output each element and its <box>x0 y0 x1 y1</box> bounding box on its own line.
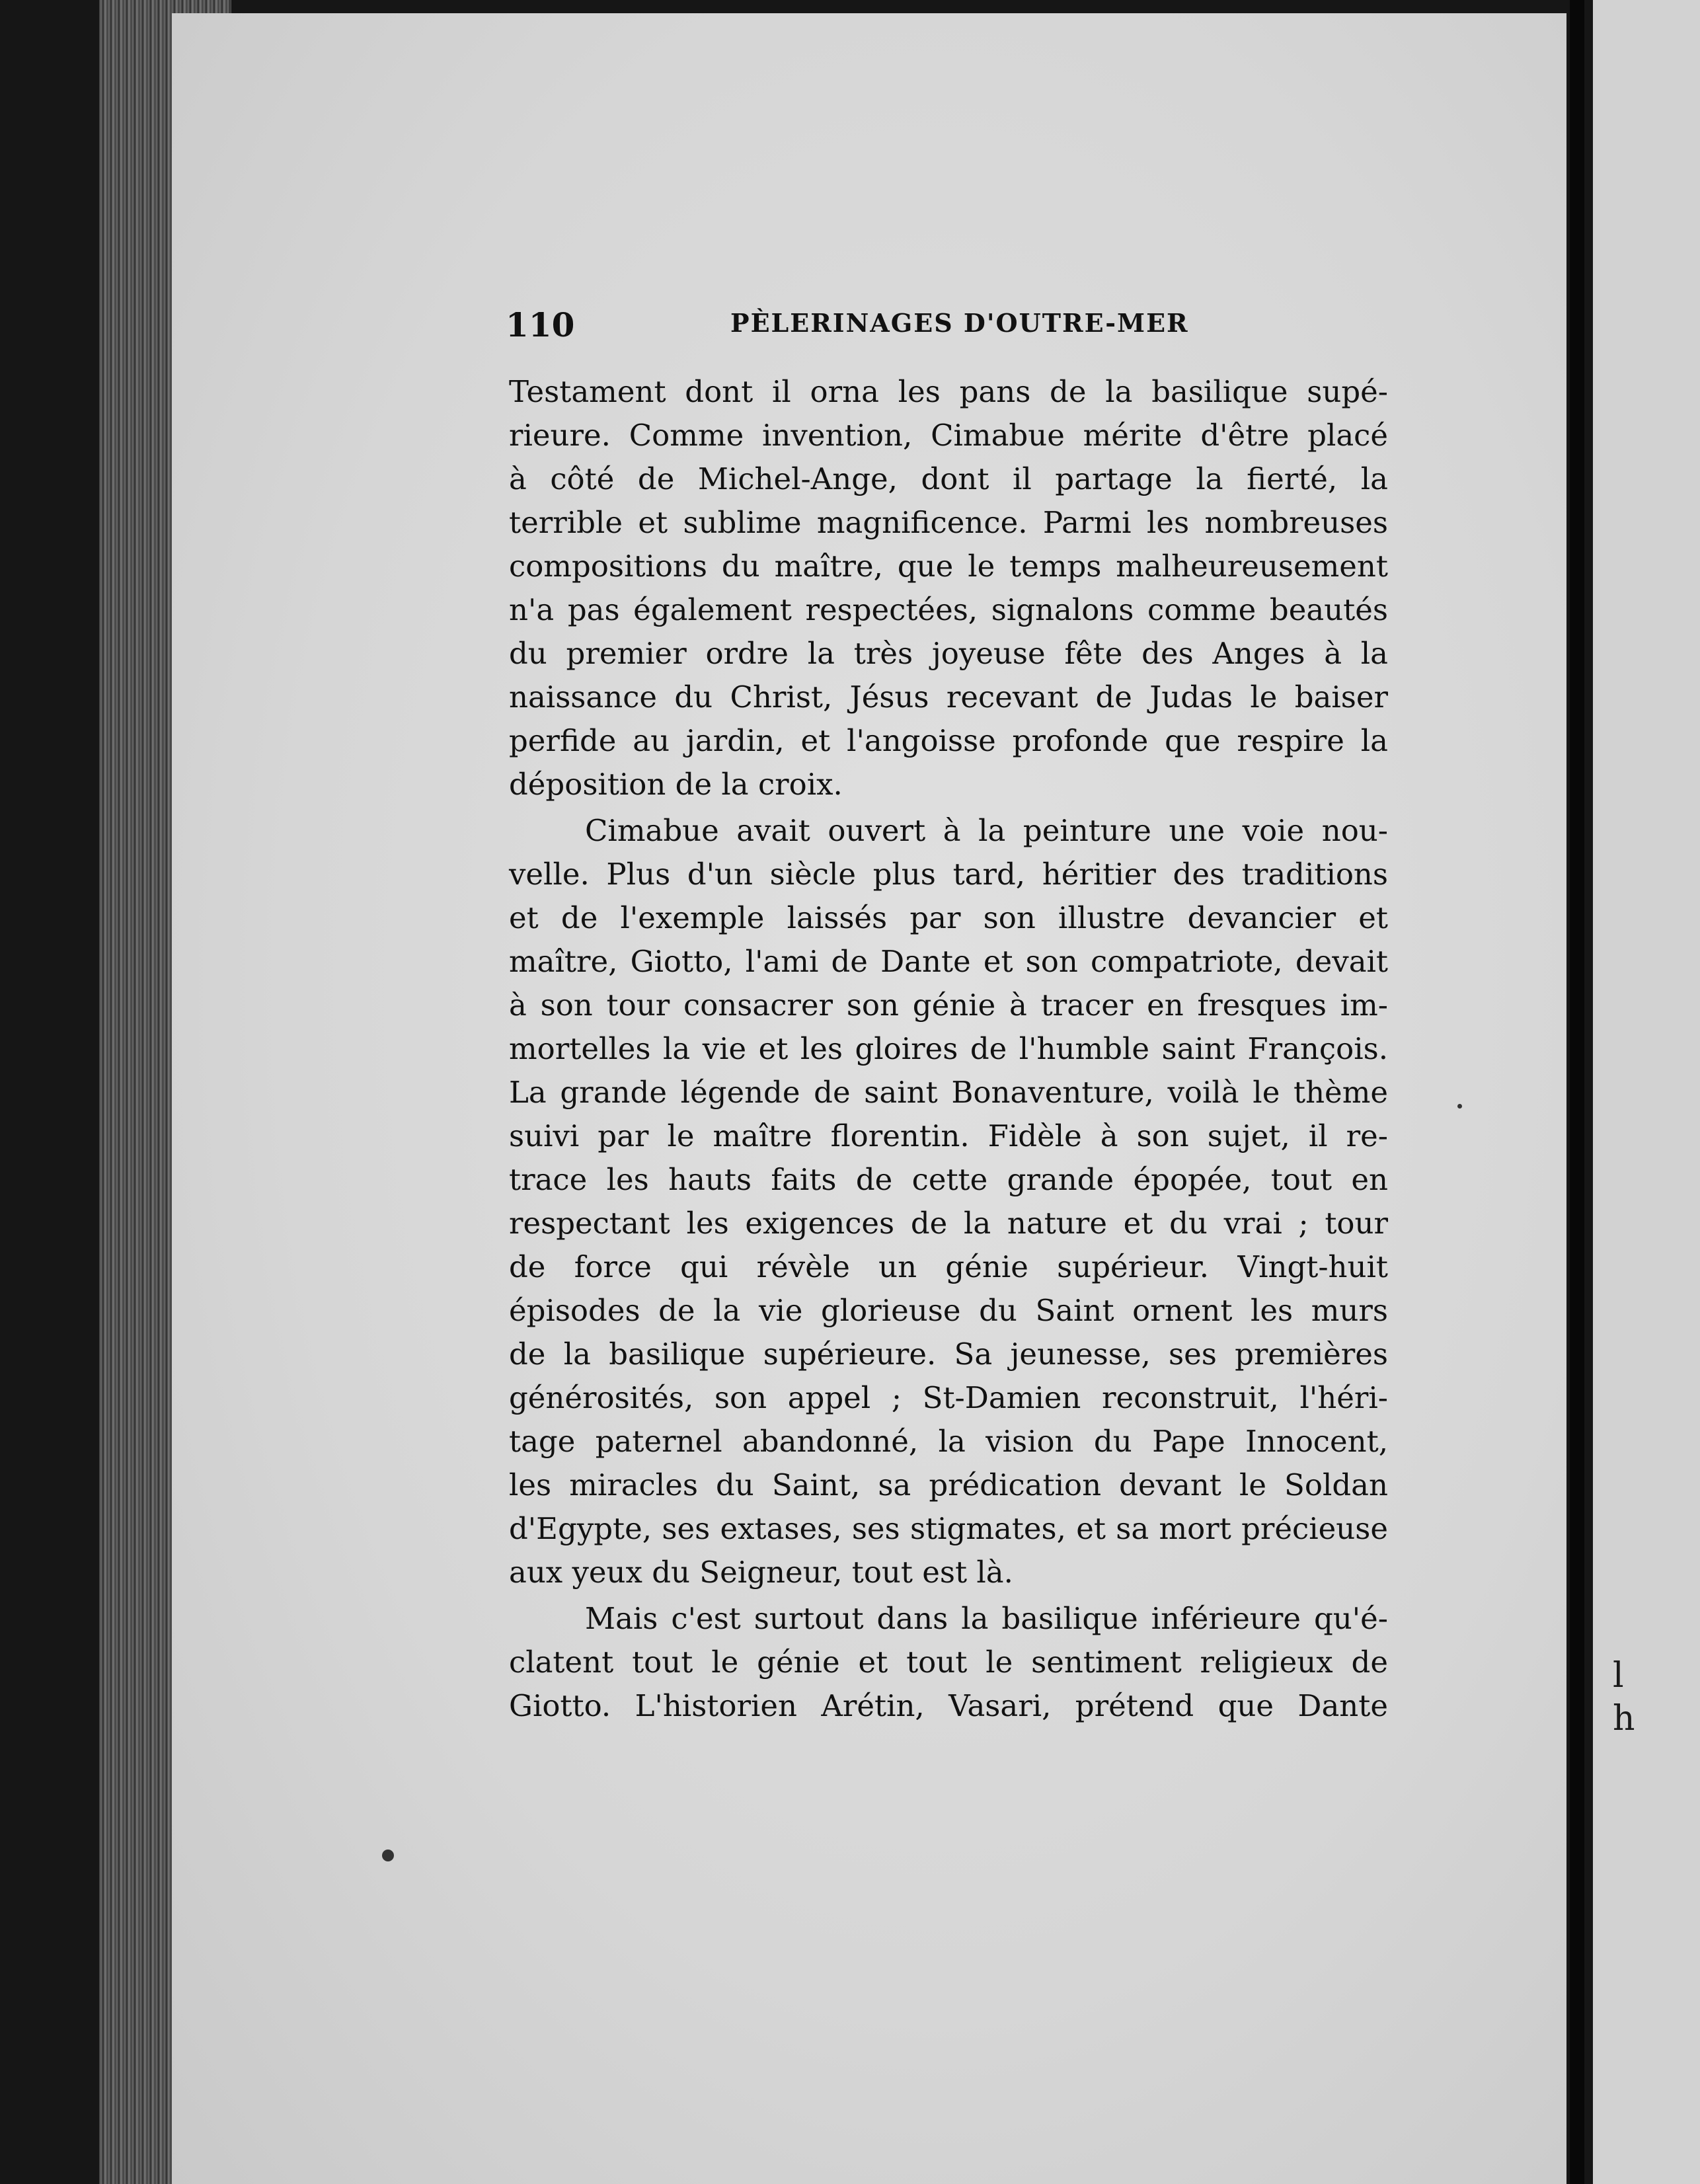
ink-speck <box>382 1850 394 1861</box>
paragraph <box>509 370 1388 806</box>
text-line: trace les hauts faits de cette grande épopée, tout en <box>509 1162 1388 1197</box>
text-line: de force qui révèle un génie supérieur. Vingt-huit <box>509 1249 1388 1284</box>
body-text <box>509 370 1388 1731</box>
text-line: rieure. Comme invention, Cimabue mérite d'être placé <box>509 418 1388 453</box>
text-line: n'a pas également respectées, signalons comme beautés <box>509 592 1388 627</box>
text-line: velle. Plus d'un siècle plus tard, héritier des traditions <box>509 857 1388 892</box>
page-header <box>506 305 1398 352</box>
text-line: respectant les exigences de la nature et du vrai ; tour <box>509 1206 1388 1241</box>
text-line: naissance du Christ, Jésus recevant de Judas le baiser <box>509 680 1388 715</box>
adjacent-page-sliver <box>1593 0 1700 2184</box>
page-number: 110 <box>506 305 575 344</box>
running-title: PÈLERINAGES D'OUTRE-MER <box>730 308 1189 338</box>
text-line: Giotto. L'historien Arétin, Vasari, prétend que Dante <box>509 1688 1388 1723</box>
text-line: du premier ordre la très joyeuse fête des Anges à la <box>509 636 1388 671</box>
text-line: de la basilique supérieure. Sa jeunesse, ses premières <box>509 1337 1388 1372</box>
text-line: à côté de Michel-Ange, dont il partage la fierté, la <box>509 461 1388 496</box>
text-line: d'Egypte, ses extases, ses stigmates, et sa mort précieuse <box>509 1511 1388 1546</box>
text-line: La grande légende de saint Bonaventure, voilà le thème <box>509 1075 1388 1110</box>
text-line: Testament dont il orna les pans de la basilique supé- <box>509 374 1388 409</box>
text-line: maître, Giotto, l'ami de Dante et son compatriote, devait <box>509 944 1388 979</box>
text-line: Mais c'est surtout dans la basilique inférieure qu'é- <box>585 1601 1388 1636</box>
text-line: déposition de la croix. <box>509 767 843 802</box>
text-line: terrible et sublime magnificence. Parmi les nombreuses <box>509 505 1388 540</box>
text-line: clatent tout le génie et tout le sentiment religieux de <box>509 1645 1388 1680</box>
text-line: mortelles la vie et les gloires de l'humble saint François. <box>509 1031 1388 1066</box>
paragraph <box>509 1597 1388 1728</box>
adjacent-page-fragment: l <box>1613 1656 1624 1696</box>
ink-speck <box>1457 1104 1462 1109</box>
text-line: et de l'exemple laissés par son illustre devancier et <box>509 900 1388 935</box>
paragraph <box>509 809 1388 1594</box>
text-line: suivi par le maître florentin. Fidèle à son sujet, il re- <box>509 1118 1388 1153</box>
text-line: épisodes de la vie glorieuse du Saint ornent les murs <box>509 1293 1388 1328</box>
text-line: perfide au jardin, et l'angoisse profonde que respire la <box>509 723 1388 758</box>
gutter-shadow <box>1570 0 1584 2184</box>
text-line: Cimabue avait ouvert à la peinture une voie nou- <box>585 813 1388 848</box>
text-line: compositions du maître, que le temps malheureusement <box>509 549 1388 584</box>
adjacent-page-fragment: h <box>1613 1699 1635 1738</box>
text-line: aux yeux du Seigneur, tout est là. <box>509 1555 1013 1590</box>
text-line: les miracles du Saint, sa prédication devant le Soldan <box>509 1467 1388 1502</box>
text-line: à son tour consacrer son génie à tracer en fresques im- <box>509 988 1388 1023</box>
text-line: tage paternel abandonné, la vision du Pape Innocent, <box>509 1424 1388 1459</box>
text-line: générosités, son appel ; St-Damien reconstruit, l'héri- <box>509 1380 1388 1415</box>
